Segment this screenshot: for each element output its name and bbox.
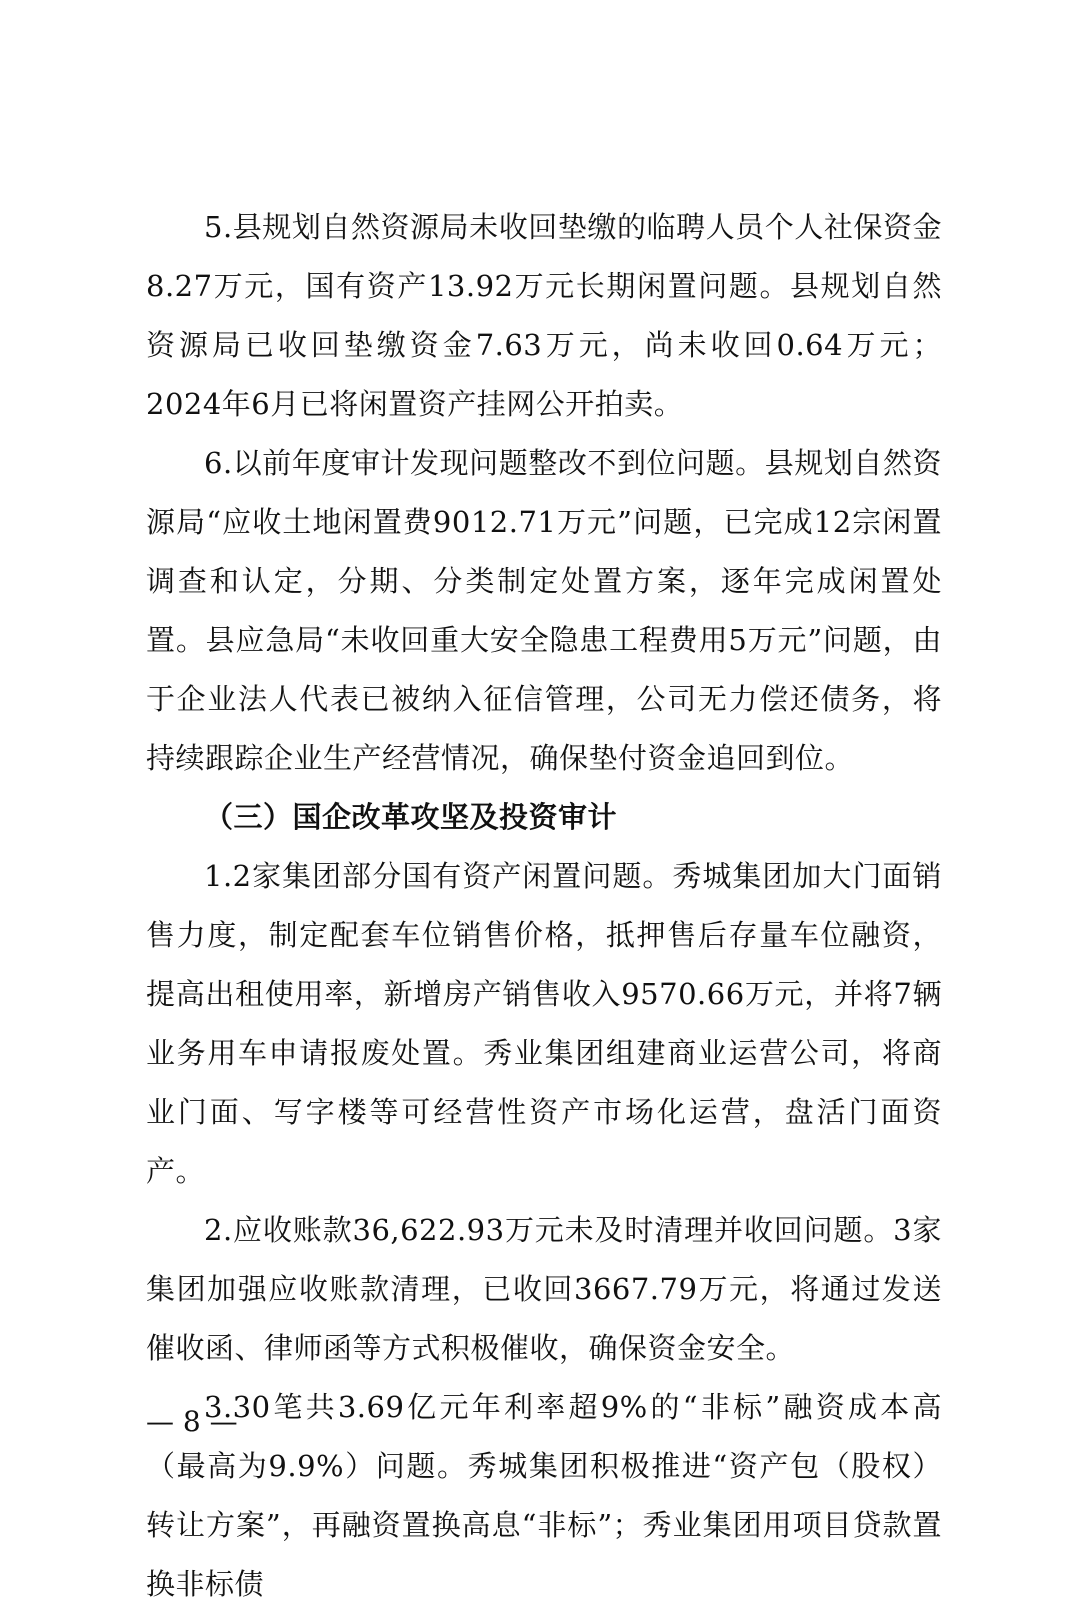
page-number: — 8 —	[146, 1405, 238, 1438]
page-body	[146, 198, 942, 1614]
section-heading-3: （三）国企改革攻坚及投资审计	[204, 800, 618, 834]
paragraph-item-1: 1.2家集团部分国有资产闲置问题。秀城集团加大门面销售力度，制定配套车位销售价格，抵押售后存量车位融资，提高出租使用率，新增房产销售收入9570.66万元，并将7辆业务用车申请报废处置。秀业集团组建商业运营公司，将商业门面、写字楼等可经营性资产市场化运营，盘活门面资产。	[146, 859, 942, 1188]
paragraph-item-3: 3.30笔共3.69亿元年利率超9%的“非标”融资成本高（最高为9.9%）问题。秀城集团积极推进“资产包（股权）转让方案”，再融资置换高息“非标”；秀业集团用项目贷款置换非标债	[146, 1390, 942, 1601]
paragraph-item-6: 6.以前年度审计发现问题整改不到位问题。县规划自然资源局“应收土地闲置费9012.71万元”问题，已完成12宗闲置调查和认定，分期、分类制定处置方案，逐年完成闲置处置。县应急局“未收回重大安全隐患工程费用5万元”问题，由于企业法人代表已被纳入征信管理，公司无力偿还债务，将持续跟踪企业生产经营情况，确保垫付资金追回到位。	[146, 446, 942, 775]
paragraph-item-2: 2.应收账款36,622.93万元未及时清理并收回问题。3家集团加强应收账款清理，已收回3667.79万元，将通过发送催收函、律师函等方式积极催收，确保资金安全。	[146, 1213, 942, 1365]
paragraph-item-5: 5.县规划自然资源局未收回垫缴的临聘人员个人社保资金8.27万元，国有资产13.92万元长期闲置问题。县规划自然资源局已收回垫缴资金7.63万元，尚未收回0.64万元；2024年6月已将闲置资产挂网公开拍卖。	[146, 210, 942, 421]
